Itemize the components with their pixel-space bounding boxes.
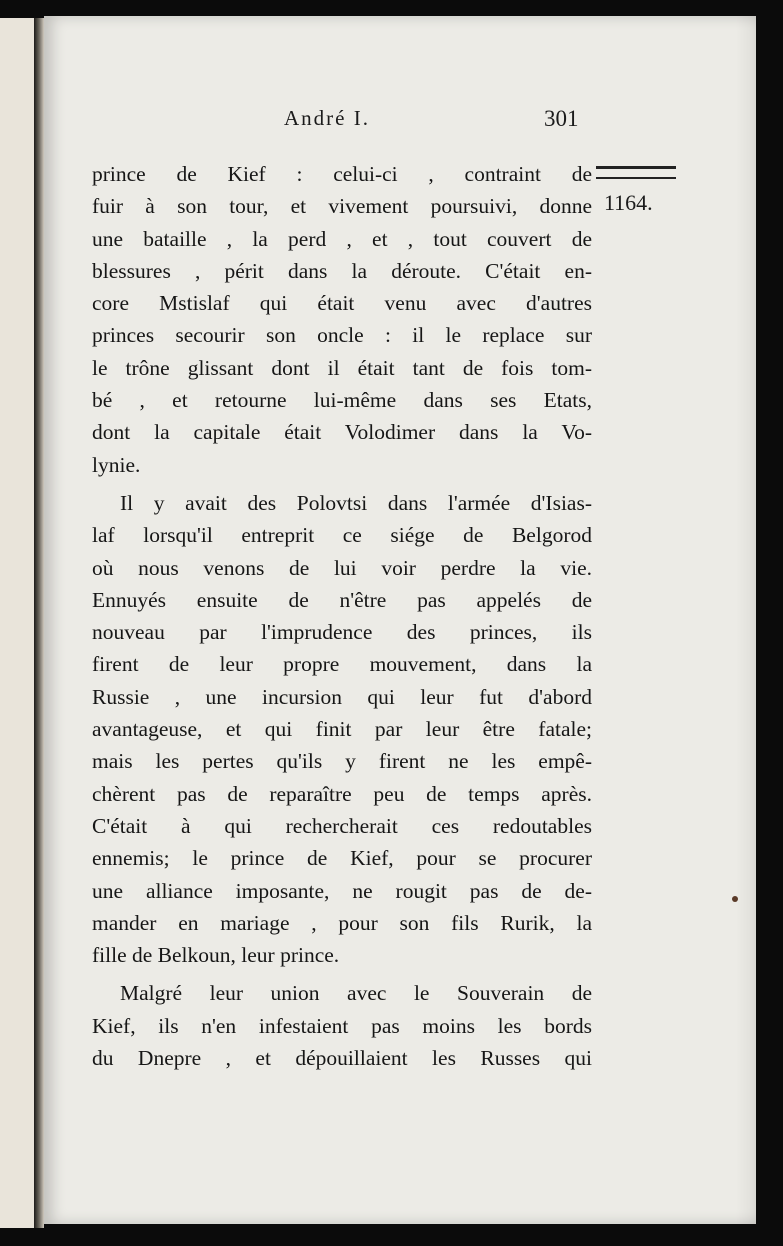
text-line: princes secourir son oncle : il le replace sur bbox=[92, 323, 592, 348]
text-line: Il y avait des Polovtsi dans l'armée d'Isias- bbox=[120, 490, 592, 515]
text-line: fille de Belkoun, leur prince. bbox=[92, 943, 340, 968]
book-gutter bbox=[34, 18, 44, 1228]
text-line: Kief, ils n'en infestaient pas moins les bords bbox=[92, 1013, 592, 1038]
text-line: avantageuse, et qui finit par leur être fatale; bbox=[92, 717, 592, 742]
text-line: dont la capitale était Volodimer dans la Vo- bbox=[92, 420, 592, 445]
paragraph-2 bbox=[92, 487, 592, 971]
text-line: chèrent pas de reparaître peu de temps après. bbox=[92, 781, 592, 806]
text-line: le trône glissant dont il était tant de fois tom- bbox=[92, 355, 592, 380]
margin-year-note: 1164. bbox=[604, 190, 653, 215]
paper-speck bbox=[732, 896, 738, 902]
text-line: ennemis; le prince de Kief, pour se procurer bbox=[92, 846, 592, 871]
facing-page-edge bbox=[0, 18, 36, 1228]
text-line: prince de Kief : celui-ci , contraint de bbox=[92, 162, 592, 186]
body-text bbox=[92, 158, 592, 1074]
text-line: nouveau par l'imprudence des princes, ils bbox=[92, 620, 592, 645]
text-line: mander en mariage , pour son fils Rurik, la bbox=[92, 910, 592, 935]
text-line: mais les pertes qu'ils y firent ne les empê- bbox=[92, 749, 592, 774]
text-line: laf lorsqu'il entreprit ce siége de Belgorod bbox=[92, 523, 592, 548]
margin-double-rule bbox=[596, 166, 676, 179]
text-line: C'était à qui rechercherait ces redoutables bbox=[92, 813, 592, 838]
text-line: lynie. bbox=[92, 452, 141, 477]
text-line: fuir à son tour, et vivement poursuivi, donne bbox=[92, 194, 592, 219]
text-line: Russie , une incursion qui leur fut d'abord bbox=[92, 684, 592, 709]
book-page bbox=[44, 16, 756, 1224]
text-line: une alliance imposante, ne rougit pas de de- bbox=[92, 878, 592, 903]
page-number: 301 bbox=[544, 106, 579, 131]
running-head-title: André I. bbox=[284, 106, 370, 130]
text-line: core Mstislaf qui était venu avec d'autres bbox=[92, 291, 592, 316]
text-line: Ennuyés ensuite de n'être pas appelés de bbox=[92, 587, 592, 612]
text-line: bé , et retourne lui-même dans ses Etats, bbox=[92, 388, 592, 413]
text-line: firent de leur propre mouvement, dans la bbox=[92, 652, 592, 677]
text-line: une bataille , la perd , et , tout couvert de bbox=[92, 226, 592, 251]
text-line: du Dnepre , et dépouillaient les Russes qui bbox=[92, 1046, 592, 1071]
text-line: blessures , périt dans la déroute. C'était en- bbox=[92, 258, 592, 283]
text-line: Malgré leur union avec le Souverain de bbox=[120, 981, 592, 1006]
text-line: où nous venons de lui voir perdre la vie. bbox=[92, 555, 592, 580]
page-edge-shadow bbox=[736, 16, 756, 1224]
running-head bbox=[44, 106, 756, 146]
paragraph-3 bbox=[92, 977, 592, 1074]
paragraph-1 bbox=[92, 158, 592, 481]
